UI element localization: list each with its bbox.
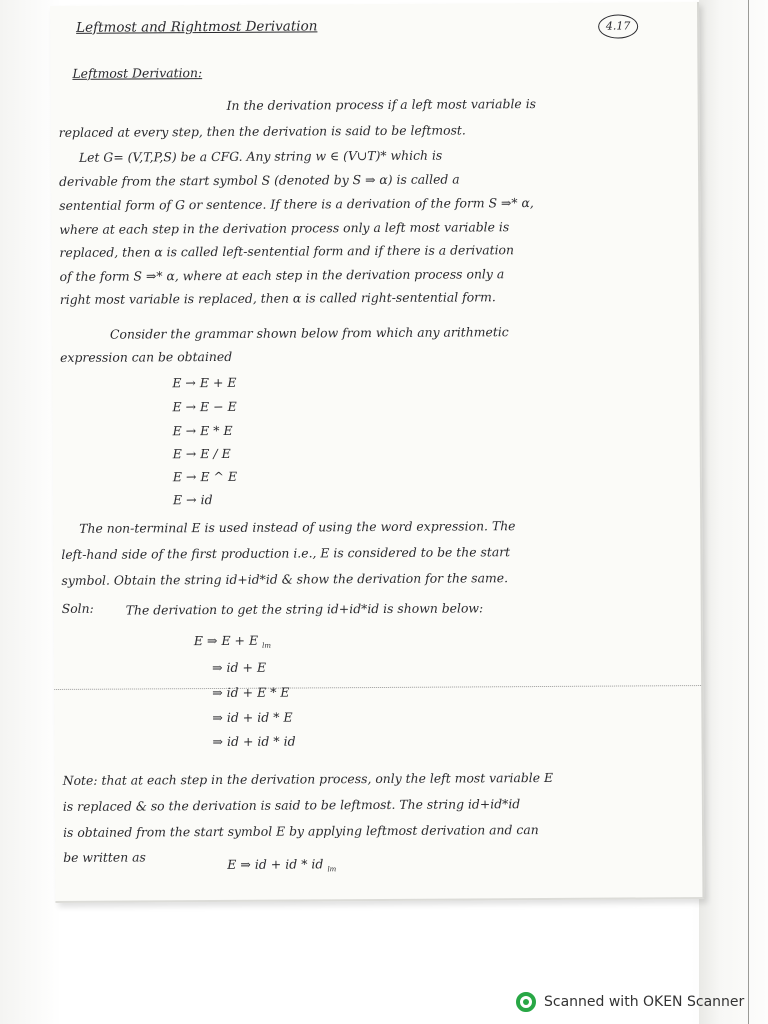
page-title: Leftmost and Rightmost Derivation — [76, 18, 318, 36]
section-heading: Leftmost Derivation: — [72, 65, 203, 81]
solution-text: The derivation to get the string id+id*id is shown below: — [125, 600, 484, 618]
production-rule: E → E ^ E — [172, 468, 238, 485]
page-fold-line — [54, 685, 701, 690]
paragraph-line: replaced, then α is called left-sentential form and if there is a derivation — [59, 242, 515, 260]
lm-subscript: lm — [262, 641, 272, 650]
final-expression: E ⇒ id + id * id — [227, 856, 324, 872]
paragraph-line: of the form S ⇒* α, where at each step in the derivation process only a — [59, 266, 505, 284]
scanner-watermark — [516, 990, 744, 1014]
paragraph-line: symbol. Obtain the string id+id*id & show the derivation for the same. — [61, 570, 509, 588]
note-line: is replaced & so the derivation is said to be leftmost. The string id+id*id — [62, 796, 521, 814]
page-edge-line — [748, 0, 749, 1024]
paragraph-line: In the derivation process if a left most variable is — [226, 96, 537, 113]
derivation-step: ⇒ id + id * E — [212, 709, 293, 726]
page-edge-shadow — [699, 0, 768, 1024]
paragraph-line: The non-terminal E is used instead of using the word expression. The — [79, 518, 516, 536]
oken-logo-icon — [516, 992, 536, 1012]
watermark-text: Scanned with OKEN Scanner — [544, 994, 745, 1010]
production-rule: E → E * E — [172, 422, 233, 439]
paragraph-line: where at each step in the derivation process only a left most variable is — [59, 219, 510, 237]
derivation-step: ⇒ id + E * E — [212, 684, 290, 701]
derivation-step — [194, 633, 271, 650]
final-derivation — [227, 856, 336, 874]
paragraph-line: derivable from the start symbol S (denoted by S ⇒ α) is called a — [59, 171, 460, 189]
production-rule: E → E / E — [172, 445, 231, 462]
note-line: be written as — [63, 849, 146, 865]
paragraph-line: expression can be obtained — [60, 348, 233, 365]
derivation-step: ⇒ id + id * id — [212, 733, 296, 750]
paragraph-line: Let G= (V,T,P,S) be a CFG. Any string w ∈ (V∪T)* which is — [78, 147, 443, 165]
solution-label: Soln: — [61, 600, 94, 616]
paragraph-line: sentential form of G or sentence. If there is a derivation of the form S ⇒* α, — [59, 195, 534, 213]
lm-subscript: lm — [327, 865, 337, 874]
paragraph-line: left-hand side of the first production i.e., E is considered to be the start — [61, 544, 511, 562]
production-rule: E → E − E — [172, 398, 237, 415]
note-line: Note: that at each step in the derivation process, only the left most variable E — [62, 769, 554, 788]
paragraph-line: Consider the grammar shown below from which any arithmetic — [109, 324, 509, 342]
page-number: 4.17 — [598, 14, 638, 38]
notebook-page — [50, 2, 704, 903]
paragraph-line: right most variable is replaced, then α is called right-sentential form. — [59, 289, 496, 307]
production-rule: E → id — [172, 492, 213, 508]
derivation-expression: E ⇒ E + E — [193, 632, 259, 649]
paragraph-line: replaced at every step, then the derivation is said to be leftmost. — [58, 122, 466, 140]
production-rule: E → E + E — [172, 374, 237, 391]
derivation-step: ⇒ id + E — [211, 659, 267, 676]
note-line: is obtained from the start symbol E by applying leftmost derivation and can — [63, 822, 539, 840]
